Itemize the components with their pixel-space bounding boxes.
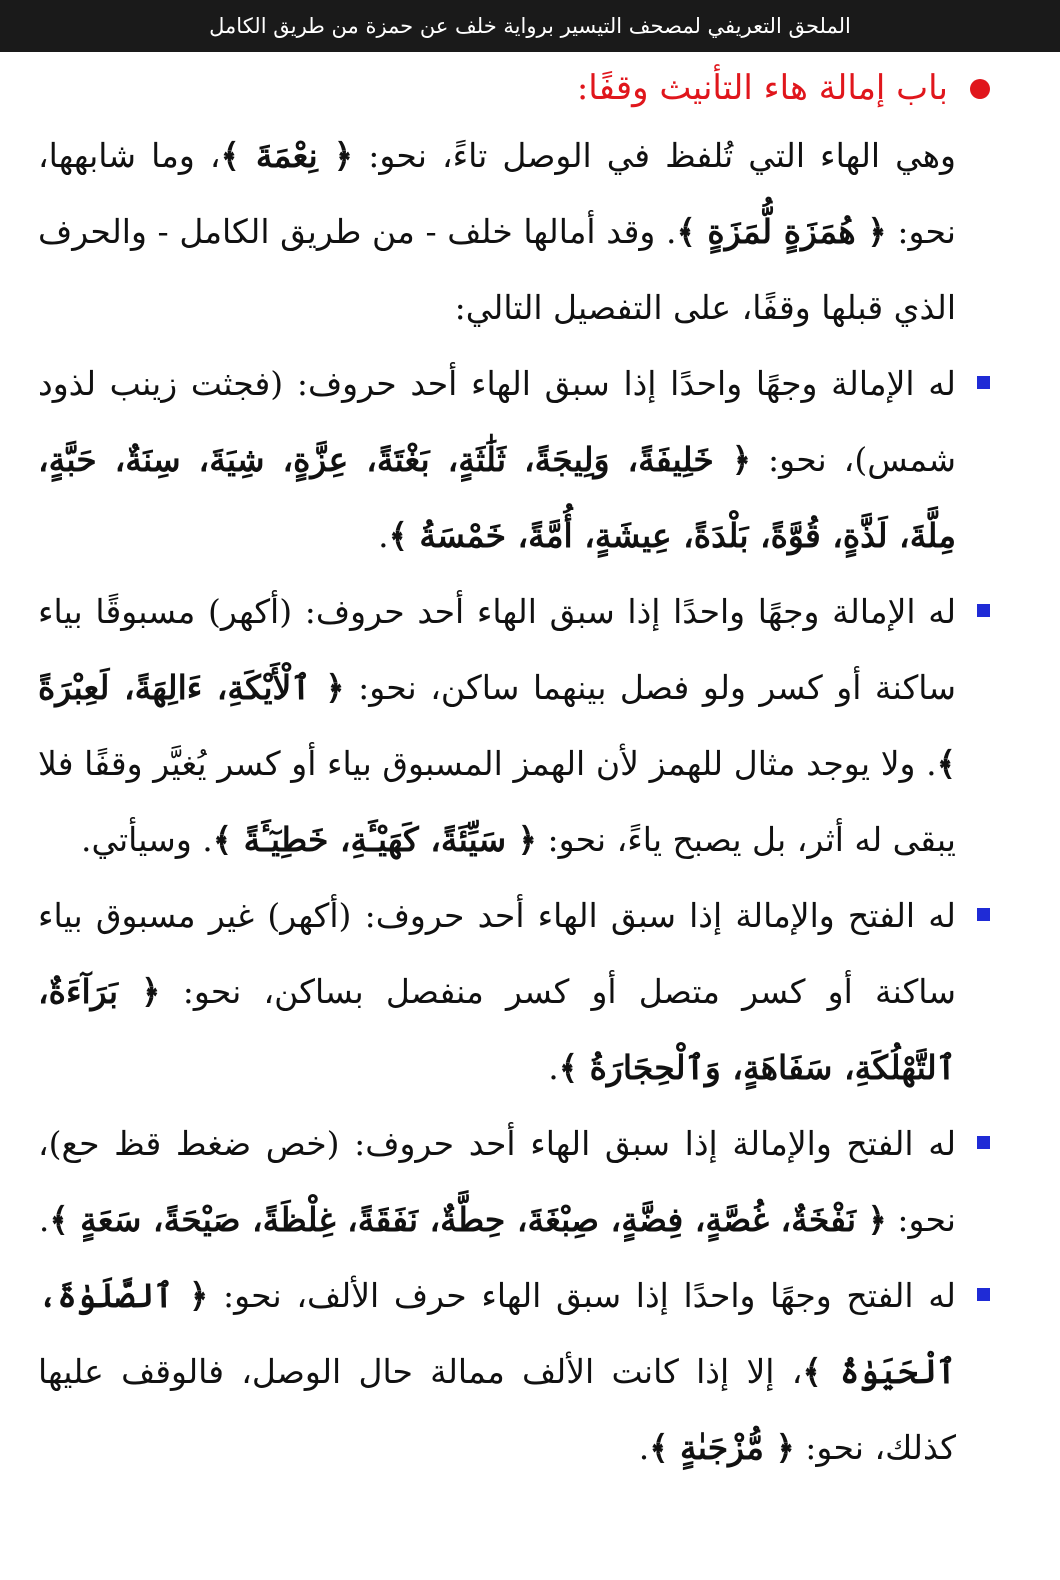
blue-square-bullet-icon xyxy=(977,604,990,617)
intro-text-b: ، وما شابهها، نحو: xyxy=(38,135,956,251)
rule-item xyxy=(38,878,996,1106)
intro-text-a: وهي الهاء التي تُلفظ في الوصل تاءً، نحو: xyxy=(353,135,956,175)
blue-square-bullet-icon xyxy=(977,1136,990,1149)
rule-text-middle: . ولا يوجد مثال للهمز لأن الهمز المسبوق بياء أو كسر يُغيَّر وقفًا فلا يبقى له أثر، بل يصبح ياءً، نحو: xyxy=(38,743,956,859)
red-bullet-icon xyxy=(970,79,990,99)
blue-square-bullet-icon xyxy=(977,376,990,389)
top-header-bar xyxy=(0,0,1060,52)
rule-text-end: . xyxy=(38,1199,50,1239)
intro-quran-quote-2: ﴿ هُمَزَةٍ لُّمَزَةٍ ﴾ xyxy=(676,211,887,251)
rule-text: له الإمالة وجهًا واحدًا إذا سبق الهاء أحد حروف: (فجثت زينب لذود شمس)، نحو: xyxy=(38,363,956,479)
rule-item xyxy=(38,346,996,574)
intro-quran-quote-1: ﴿ نِعْمَةَ ﴾ xyxy=(220,135,354,175)
blue-square-bullet-icon xyxy=(977,908,990,921)
rule-text-middle: ، إلا إذا كانت الألف ممالة حال الوصل، فالوقف عليها كذلك، نحو: xyxy=(38,1351,956,1467)
section-heading xyxy=(38,60,990,118)
rule-text: له الفتح وجهًا واحدًا إذا سبق الهاء حرف الألف، نحو: xyxy=(208,1275,956,1315)
rule-quran-quote: ﴿ ٱلْأَيْكَةِ، ءَالِهَةً، لَعِبْرَةً ﴾ xyxy=(38,667,956,783)
rule-item xyxy=(38,574,996,878)
page-content xyxy=(38,60,996,1486)
blue-square-bullet-icon xyxy=(977,1288,990,1301)
rule-text-end: . xyxy=(548,1047,559,1087)
rule-quran-quote: ﴿ ٱلصَّلَوٰةَ، ٱلْحَيَوٰةُ ﴾ xyxy=(38,1275,957,1391)
rules-list xyxy=(38,346,996,1486)
header-title: الملحق التعريفي لمصحف التيسير برواية خلف عن حمزة من طريق الكامل xyxy=(209,14,851,38)
rule-text-end: . xyxy=(638,1427,650,1467)
section-heading-text: باب إمالة هاء التأنيث وقفًا: xyxy=(576,68,948,108)
rule-quran-quote-2: ﴿ سَيِّئَةً، كَهَيْـَٔةِ، خَطِيٓـَٔةً ﴾ xyxy=(212,819,537,859)
intro-paragraph xyxy=(38,118,996,346)
rule-quran-quote: ﴿ نَفْخَةٌ، غُصَّةٍ، فِضَّةٍ، صِبْغَةَ، حِطَّةٌ، نَفَقَةً، غِلْظَةً، صَيْحَةً، سَعَةٍ ﴾ xyxy=(49,1199,887,1239)
rule-text: له الفتح والإمالة إذا سبق الهاء أحد حروف: (خص ضغط قظ حع)، نحو: xyxy=(38,1123,956,1239)
rule-text: له الفتح والإمالة إذا سبق الهاء أحد حروف: (أكهر) غير مسبوق بياء ساكنة أو كسر متصل أو كسر منفصل بساكن، نحو: xyxy=(38,895,957,1011)
rule-quran-quote: ﴿ خَلِيفَةً، وَلِيجَةً، ثَلَٰثَةٍ، بَغْتَةً، عِزَّةٍ، شِيَةَ، سِنَةٌ، حَبَّةٍ، مِلَّةَ، لَذَّةٍ، قُوَّةً، بَلْدَةً، عِيشَةٍ، أُمَّةً، خَمْسَةُ ﴾ xyxy=(38,439,956,555)
rule-item xyxy=(38,1258,996,1486)
rule-text-end: . وسيأتي. xyxy=(80,819,213,859)
rule-quran-quote-2: ﴿ مُّزْجَىٰةٍ ﴾ xyxy=(649,1427,795,1467)
rule-item xyxy=(38,1106,996,1258)
rule-text-end: . xyxy=(378,515,389,555)
intro-text-c: . وقد أمالها خلف - من طريق الكامل - والحرف الذي قبلها وقفًا، على التفصيل التالي: xyxy=(38,211,956,327)
rule-text: له الإمالة وجهًا واحدًا إذا سبق الهاء أحد حروف: (أكهر) مسبوقًا بياء ساكنة أو كسر ولو فصل بينهما ساكن، نحو: xyxy=(38,591,956,707)
rule-quran-quote: ﴿ بَرَآءَةٌ، ٱلتَّهْلُكَةِ، سَفَاهَةٍ، وَٱلْحِجَارَةُ ﴾ xyxy=(38,971,956,1087)
